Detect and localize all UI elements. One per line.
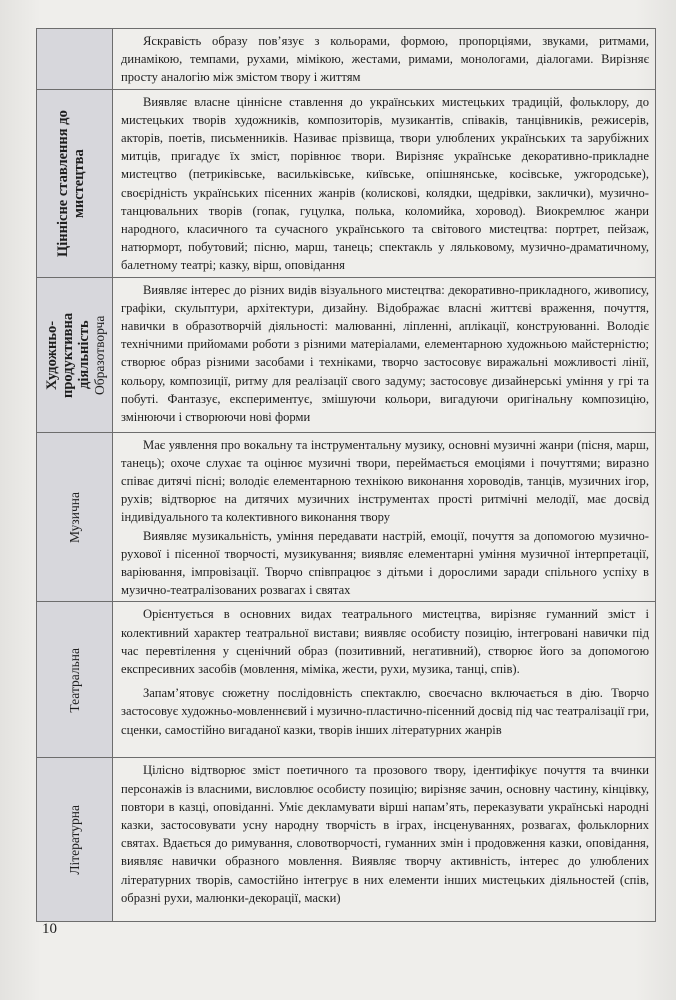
table-row <box>37 432 656 602</box>
table-row <box>37 29 656 90</box>
table-row <box>37 89 656 277</box>
row-content <box>113 89 656 277</box>
row-header <box>37 758 113 922</box>
row-header-label: Театральна <box>66 647 82 713</box>
table-row <box>37 758 656 922</box>
row-content <box>113 277 656 432</box>
row-content <box>113 432 656 602</box>
paragraph: Цілісно відтворює зміст поетичного та прозового твору, ідентифікує почуття та вчинки персонажів із власними, висловлює особисту позицію; вирізняє зачин, основну частину, кінцівку, повтори в казці, оповіданні. Уміє декламувати вірші напам’ять, переказувати українські народні казки, застосовувати усну народну творчість в іграх, інсценуваннях, розвагах, фольклорних святах. Вдається до римування, словотворчості, гуманних змін і продовження казки, оповідання, виявляє навички образного мовлення. Виявляє творчу активність, інтерес до улюблених літературних творів, самостійно інтегрує в них елементи інших мистецьких діяльностей (спів, образні рухи, малюнки-декорації, маски) <box>121 763 649 905</box>
row-content <box>113 29 656 90</box>
row-header <box>37 432 113 602</box>
paragraph: Виявляє власне ціннісне ставлення до українських мистецьких традицій, фольклору, до мистецьких творів художників, композиторів, музикантів, співаків, танцівників, режисерів, акторів, поетів, письменників. Називає прізвища, твори улюблених українських та зарубіжних митців, пригадує їх зміст, порівнює твори. Вирізняє українське декоративно-прикладне мистецтво (петриківське, васильківське, київське, опішнянське, косівське, ужгородське), своєрідність українських пісенних жанрів (колискові, колядки, щедрівки, заклички), музично-танцювальних творів (гопак, гуцулка, полька, коломийка, хоровод). Виокремлює жанри народного, класичного та сучасного українського та світового мистецтва: портрет, пейзаж, натюрморт, побутовий; пісню, марш, танець; спектакль у ляльковому, музично-драматичному, балетному театрі; казку, вірш, оповідання <box>121 94 649 273</box>
table-row <box>37 277 656 432</box>
row-header-label: Ціннісне ставлення до мистецтва <box>54 109 87 257</box>
row-header-label: Літературна <box>66 805 82 875</box>
row-header <box>37 89 113 277</box>
row-header-sublabel: Образотворча <box>91 314 107 395</box>
paragraph: Виявляє інтерес до різних видів візуального мистецтва: декоративно-прикладного, живопису, графіки, скульптури, архітектури, дизайну. Відображає власні життєві враження, почуття, навички в образотворчій діяльності: малюванні, ліпленні, аплікації, конструюванні. Володіє технічними прийомами роботи з різними матеріалами, елементарною художньою майстерністю; створює образ різними засобами і техніками, творчо застосовує виражальні можливості лінії, кольору, композиції, ритму для реалізації свого задуму; застосовує дизайнерські уміння у грі та побуті. Фантазує, експериментує, змішуючи кольори, вигадуючи оригінальну композицію, змінюючи і створюючи нові форми <box>121 282 649 425</box>
row-header <box>37 602 113 758</box>
table-row <box>37 602 656 758</box>
row-header-label: Художньо-продуктивна діяльність <box>43 312 92 398</box>
row-content <box>113 758 656 922</box>
competence-table <box>36 28 656 922</box>
paragraph: Має уявлення про вокальну та інструментальну музику, основні музичні жанри (пісня, марш, танець); охоче слухає та оцінює музичні твори, переймається емоціями і почуттями; виразно співає дитячі пісні; володіє елементарною технікою виконання хороводів, танців, музичних ігор, рухів; відтворює на дитячих музичних інструментах прості ритмічні мелодії, має досвід індивідуального та колективного виконання твору <box>121 437 649 525</box>
row-header-label: Музична <box>66 491 82 543</box>
paragraph: Орієнтується в основних видах театрального мистецтва, вирізняє гуманний зміст і колективний характер театральної вистави; виявляє особисту позицію, інтегровані навички під час перевтілення у сценічний образ (позитивний, негативний), створює його за допомогою експресивних засобів (мовлення, міміка, жести, рухи, музика, танці, спів). <box>121 607 649 677</box>
paragraph: Яскравість образу пов’язує з кольорами, формою, пропорціями, звуками, ритмами, динамікою, темпами, рухами, мімікою, жестами, римами, монологами, діалогами. Вирізняє просту аналогію між змістом твору і життям <box>121 34 649 85</box>
row-header <box>37 277 113 432</box>
row-header-empty <box>37 29 113 90</box>
page-number: 10 <box>42 921 57 937</box>
row-content <box>113 602 656 758</box>
paragraph: Запам’ятовує сюжетну послідовність спектаклю, своєчасно включається в дію. Творчо застосовує художньо-мовленнєвий і музично-пластично-пісенний досвід під час театралізації гри, сценки, самостійно вигаданої казки, творів інших літературних жанрів <box>121 686 649 737</box>
paragraph: Виявляє музикальність, уміння передавати настрій, емоції, почуття за допомогою музично-рухової і пісенної творчості, музикування; виявляє елементарні уміння музичної інтерпретації, варіювання, імпровізації. Творчо співпрацює з дітьми і дорослими заради спільного успіху в музично-театралізованих розвагах і святах <box>121 528 649 598</box>
